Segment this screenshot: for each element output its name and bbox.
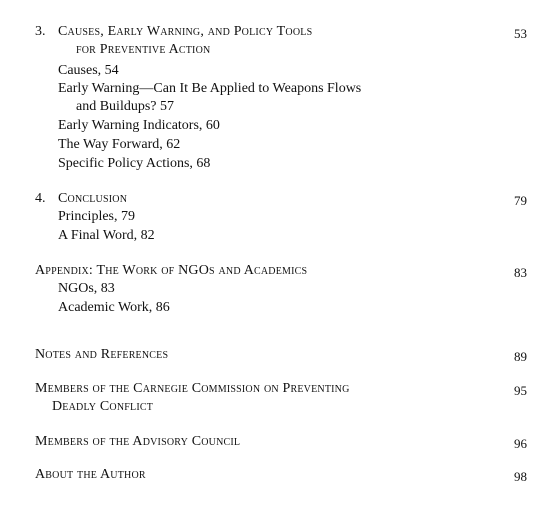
toc-entry: Early Warning—Can It Be Applied to Weapons Flows (58, 81, 362, 96)
toc-entry: Specific Policy Actions, 68 (58, 156, 211, 171)
commission-members-title-continued: Deadly Conflict (52, 399, 154, 414)
appendix-title: Appendix: The Work of NGOs and Academics (35, 263, 308, 278)
commission-members-title: Members of the Carnegie Commission on Preventing (35, 381, 350, 396)
toc-entry: A Final Word, 82 (58, 228, 155, 243)
commission-members-page: 95 (514, 383, 527, 398)
toc-entry: Principles, 79 (58, 209, 135, 224)
toc-entry-continued: and Buildups? 57 (76, 99, 174, 114)
about-author-title: About the Author (35, 467, 146, 482)
chapter-3-page: 53 (514, 26, 527, 41)
chapter-4-number: 4. (35, 191, 46, 206)
advisory-council-page: 96 (514, 436, 527, 451)
chapter-3-number: 3. (35, 24, 46, 39)
toc-entry: Early Warning Indicators, 60 (58, 118, 220, 133)
toc-entry: Causes, 54 (58, 63, 119, 78)
chapter-3-title: Causes, Early Warning, and Policy Tools (58, 24, 313, 39)
notes-page: 89 (514, 349, 527, 364)
toc-entry: Academic Work, 86 (58, 300, 170, 315)
toc-entry: NGOs, 83 (58, 281, 115, 296)
notes-title: Notes and References (35, 347, 169, 362)
chapter-3-title-continued: for Preventive Action (76, 42, 211, 57)
chapter-4-page: 79 (514, 193, 527, 208)
about-author-page: 98 (514, 469, 527, 484)
chapter-4-title: Conclusion (58, 191, 128, 206)
toc-entry: The Way Forward, 62 (58, 137, 181, 152)
advisory-council-title: Members of the Advisory Council (35, 434, 241, 449)
appendix-page: 83 (514, 265, 527, 280)
